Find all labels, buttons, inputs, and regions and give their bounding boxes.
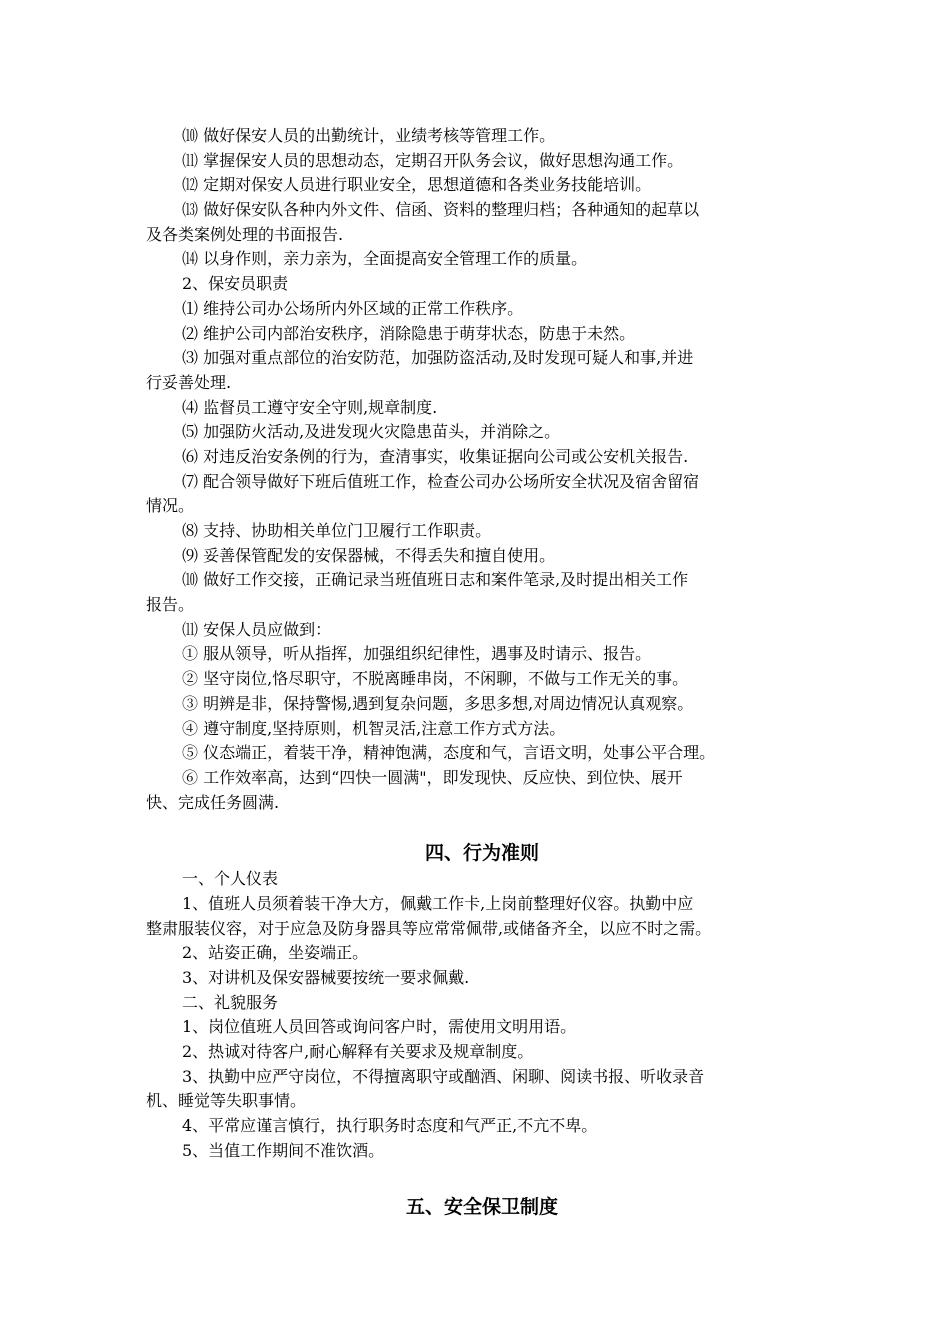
paragraph-line: ⑷ 监督员工遵守安全守则,规章制度. [182, 397, 438, 417]
document-body [146, 124, 818, 1222]
section-heading-5: 五、安全保卫制度 [405, 1195, 558, 1218]
paragraph-line: ① 服从领导，听从指挥，加强组织纪律性，遇事及时请示、报告。 [182, 644, 652, 664]
paragraph-line: ⑸ 加强防火活动,及进发现火灾隐患苗头，并消除之。 [182, 422, 561, 442]
paragraph-line: 2、站姿正确，坐姿端正。 [182, 943, 369, 963]
paragraph-line: 2、热诚对待客户,耐心解释有关要求及规章制度。 [182, 1042, 534, 1062]
paragraph-line: ⑽ 做好保安人员的出勤统计，业绩考核等管理工作。 [182, 126, 556, 145]
paragraph-line: 及各类案例处理的书面报告. [146, 224, 344, 244]
paragraph-line: 4、平常应谨言慎行，执行职务时态度和气严正,不亢不卑。 [182, 1116, 598, 1136]
paragraph-line: ⑶ 加强对重点部位的治安防范，加强防盗活动,及时发现可疑人和事,并进 [182, 348, 694, 368]
paragraph-line: ⑼ 妥善保管配发的安保器械，不得丢失和擅自使用。 [182, 545, 556, 565]
section-subtitle: 2、保安员职责 [182, 274, 289, 294]
paragraph-line: ② 坚守岗位,恪尽职守，不脱离睡串岗，不闲聊，不做与工作无关的事。 [182, 669, 689, 689]
paragraph-line: ⒀ 做好保安队各种内外文件、信函、资料的整理归档；各种通知的起草以 [182, 200, 700, 220]
paragraph-line: 快、完成任务圆满. [146, 792, 280, 812]
paragraph-line: ⑴ 维持公司办公场所内外区域的正常工作秩序。 [182, 298, 524, 318]
paragraph-line: 1、岗位值班人员回答或询问客户时，需使用文明用语。 [182, 1017, 577, 1037]
paragraph-line: 5、当值工作期间不准饮酒。 [182, 1140, 385, 1160]
paragraph-line: ④ 遵守制度,坚持原则，机智灵活,注意工作方式方法。 [182, 718, 566, 738]
paragraph-line: ⑾ 掌握保安人员的思想动态，定期召开队务会议，做好思想沟通工作。 [182, 150, 684, 170]
paragraph-line: ⑥ 工作效率高，达到“四快一圆满"，即发现快、反应快、到位快、展开 [182, 767, 683, 787]
paragraph-line: ⑵ 维护公司内部治安秩序，消除隐患于萌芽状态，防患于未然。 [182, 323, 636, 343]
section-subtitle: 一、个人仪表 [182, 869, 279, 889]
paragraph-line: ⑾ 安保人员应做到： [182, 619, 332, 639]
paragraph-line: ⑿ 定期对保安人员进行职业安全，思想道德和各类业务技能培训。 [182, 175, 652, 195]
paragraph-line: 3、执勤中应严守岗位，不得擅离职守或酗酒、闲聊、阅读书报、听收录音 [182, 1066, 705, 1086]
section-heading-4: 四、行为准则 [424, 842, 539, 865]
paragraph-line: ⑻ 支持、协助相关单位门卫履行工作职责。 [182, 521, 492, 540]
paragraph-line: ⑹ 对违反治安条例的行为，查清事实，收集证据向公司或公安机关报告. [182, 446, 689, 466]
paragraph-line: 整肃服装仪容，对于应急及防身器具等应常常佩带,或储备齐全，以应不时之需。 [146, 918, 712, 938]
paragraph-line: 机、睡觉等失职事情。 [146, 1091, 307, 1111]
paragraph-line: 行妥善处理. [146, 372, 232, 392]
paragraph-line: 报告。 [146, 595, 195, 615]
paragraph-line: ⑤ 仪态端正，着装干净，精神饱满，态度和气，言语文明，处事公平合理。 [182, 743, 716, 763]
paragraph-line: ⒁ 以身作则，亲力亲为，全面提高安全管理工作的质量。 [182, 249, 588, 269]
paragraph-line: 3、对讲机及保安器械要按统一要求佩戴. [182, 968, 470, 987]
paragraph-line: 情况。 [146, 496, 195, 516]
section-subtitle: 二、礼貌服务 [182, 992, 279, 1012]
paragraph-line: ⑺ 配合领导做好下班后值班工作，检查公司办公场所安全状况及宿舍留宿 [182, 471, 700, 491]
paragraph-line: 1、值班人员须着装干净大方，佩戴工作卡,上岗前整理好仪容。执勤中应 [182, 893, 694, 913]
paragraph-line: ③ 明辨是非，保持警惕,遇到复杂问题，多思多想,对周边情况认真观察。 [182, 693, 694, 713]
paragraph-line: ⑽ 做好工作交接，正确记录当班值班日志和案件笔录,及时提出相关工作 [182, 570, 689, 590]
